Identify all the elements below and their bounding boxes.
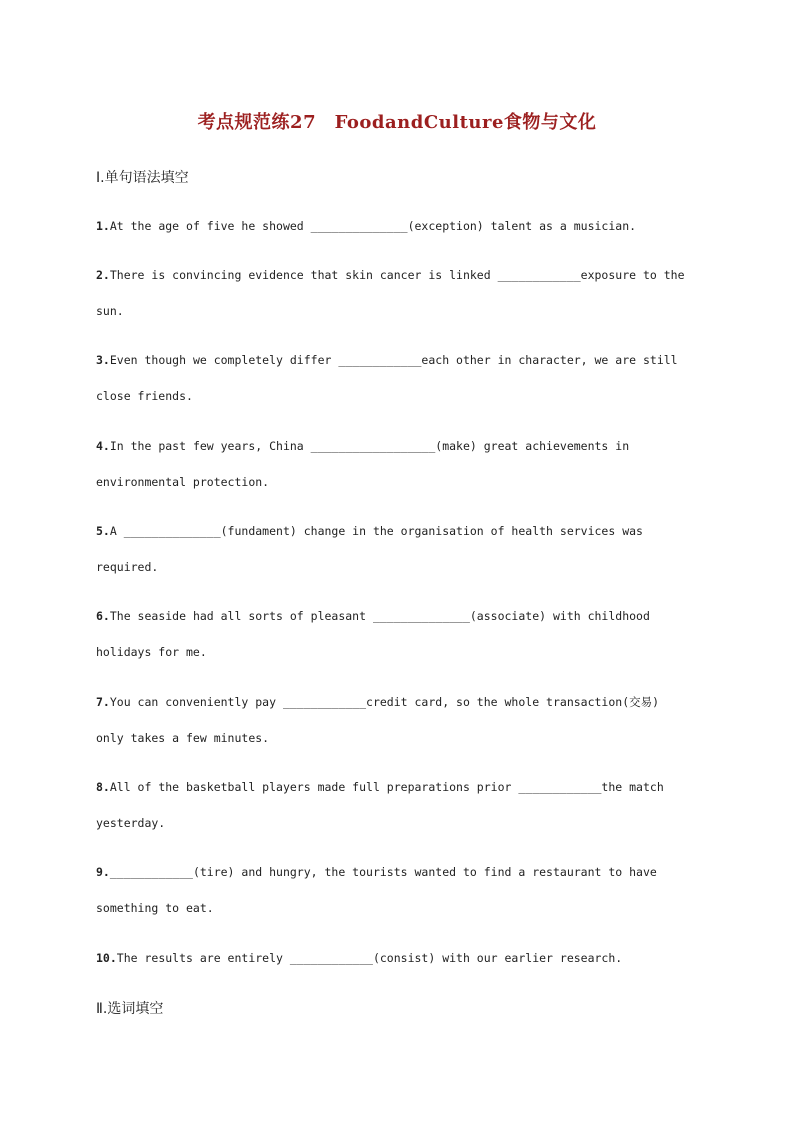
question-5: [96, 513, 706, 585]
question-text-continued: something to eat.: [96, 901, 214, 915]
page-title: 考点规范练27 FoodandCulture食物与文化: [197, 112, 597, 133]
question-9: [96, 854, 706, 926]
question-number: 4.: [96, 439, 110, 453]
section-heading-1: Ⅰ.单句语法填空: [96, 170, 189, 186]
question-10: [96, 940, 706, 976]
question-number: 7.: [96, 695, 110, 709]
question-text: At the age of five he showed ______________(exception) talent as a musician.: [109, 219, 637, 233]
question-text: In the past few years, China __________________(make) great achievements in: [109, 439, 630, 453]
question-text-continued: only takes a few minutes.: [96, 731, 270, 745]
question-text-continued: sun.: [96, 304, 124, 318]
question-4: [96, 428, 706, 500]
question-text-continued: yesterday.: [96, 816, 166, 830]
question-text-continued: holidays for me.: [96, 645, 207, 659]
question-1: [96, 208, 706, 244]
question-number: 10.: [96, 951, 117, 965]
question-text-continued: required.: [96, 560, 159, 574]
question-number: 5.: [96, 524, 110, 538]
question-number: 2.: [96, 268, 110, 282]
question-number: 6.: [96, 609, 110, 623]
question-text: The results are entirely ____________(consist) with our earlier research.: [116, 951, 623, 965]
section-heading-2: Ⅱ.选词填空: [96, 1001, 164, 1017]
question-2: [96, 257, 706, 329]
question-text: The seaside had all sorts of pleasant ______________(associate) with childhood: [109, 609, 650, 623]
question-text: There is convincing evidence that skin cancer is linked ____________exposure to the: [109, 268, 685, 282]
question-7: [96, 684, 706, 756]
question-text: A ______________(fundament) change in the organisation of health services was: [109, 524, 643, 538]
question-text: ____________(tire) and hungry, the tourists wanted to find a restaurant to have: [109, 865, 657, 879]
question-3: [96, 342, 706, 414]
question-text: Even though we completely differ ____________each other in character, we are still: [109, 353, 678, 367]
question-8: [96, 769, 706, 841]
question-text: All of the basketball players made full preparations prior ____________the match: [109, 780, 664, 794]
question-text-continued: close friends.: [96, 389, 193, 403]
question-number: 1.: [96, 219, 110, 233]
question-number: 9.: [96, 865, 110, 879]
question-number: 8.: [96, 780, 110, 794]
question-6: [96, 598, 706, 670]
question-text-continued: environmental protection.: [96, 475, 270, 489]
question-text: You can conveniently pay ____________credit card, so the whole transaction(交易): [109, 695, 660, 709]
question-number: 3.: [96, 353, 110, 367]
